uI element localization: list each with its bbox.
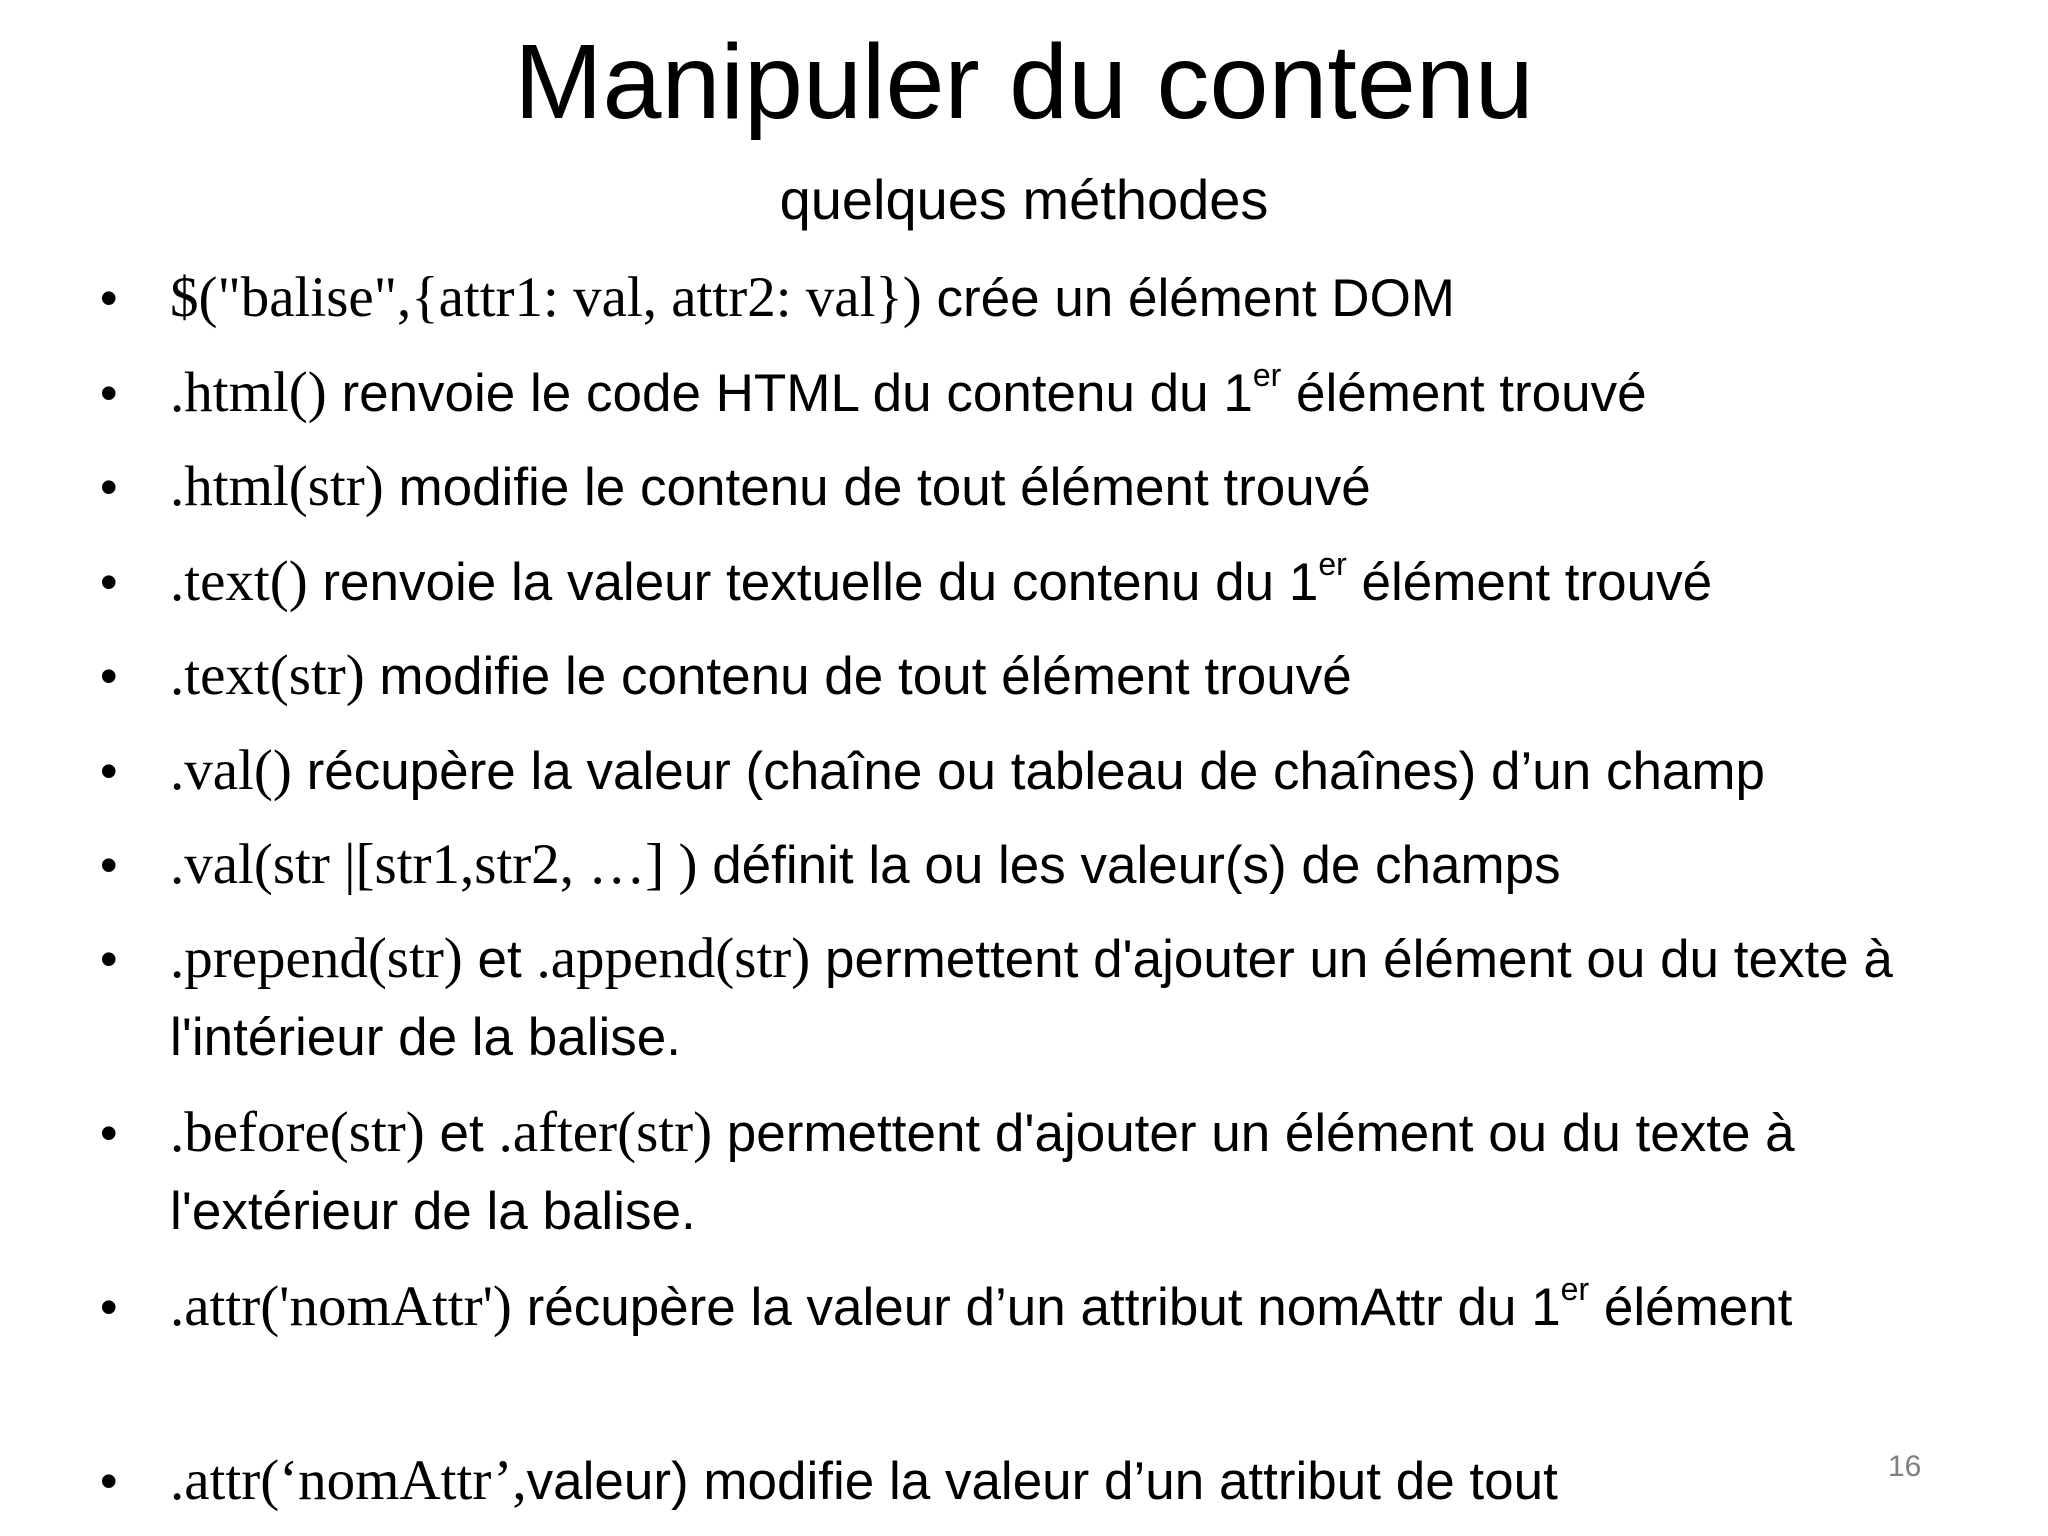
method-description: valeur) modifie la valeur d’un attribut de tout — [526, 1452, 1558, 1511]
superscript: er — [1252, 357, 1282, 394]
list-item — [100, 1094, 2000, 1251]
method-code-secondary: .append(str) — [536, 927, 811, 990]
list-item — [100, 543, 2000, 622]
list-item — [100, 259, 2000, 338]
method-code-secondary: .after(str) — [498, 1101, 713, 1164]
bullet-icon: • — [100, 459, 118, 515]
list-item — [100, 354, 2000, 433]
list-item — [100, 448, 2000, 527]
bullet-icon: • — [100, 1453, 118, 1509]
bullet-icon: • — [100, 554, 118, 610]
method-code: .before(str) — [170, 1101, 425, 1164]
method-description-end: élément trouvé — [1281, 364, 1647, 423]
superscript: er — [1560, 1271, 1590, 1308]
method-description: renvoie le code HTML du contenu du 1 — [326, 364, 1253, 423]
method-description-end: permettent d'ajouter un élément ou du texte à l'intérieur de la balise. — [170, 930, 1893, 1067]
method-description: crée un élément DOM — [921, 269, 1455, 328]
bullet-icon: • — [100, 1279, 118, 1335]
method-description: et — [424, 1104, 499, 1163]
method-description: et — [462, 930, 537, 989]
slide-subtitle: quelques méthodes — [779, 168, 1269, 231]
list-item — [100, 826, 2000, 905]
bullet-icon: • — [100, 743, 118, 799]
method-code: .attr(‘nomAttr’, — [170, 1449, 527, 1512]
bullet-icon: • — [100, 1105, 118, 1161]
method-description-end: élément trouvé — [1346, 553, 1713, 612]
method-description: renvoie la valeur textuelle du contenu du 1 — [307, 553, 1319, 612]
method-description: modifie le contenu de tout élément trouvé — [383, 458, 1371, 517]
list-item — [100, 920, 2000, 1077]
method-description: définit la ou les valeur(s) de champs — [697, 836, 1561, 895]
method-code: .val() — [170, 739, 292, 802]
method-code: .prepend(str) — [170, 927, 463, 990]
method-code: .attr('nomAttr') — [170, 1275, 512, 1338]
list-item — [100, 1268, 1930, 1347]
list-item — [100, 732, 2000, 811]
list-item — [100, 1442, 2000, 1521]
superscript: er — [1318, 546, 1347, 583]
slide-title: Manipuler du contenu — [514, 23, 1534, 141]
bullet-icon: • — [100, 837, 118, 893]
method-description-end: élément — [1589, 1278, 1793, 1337]
method-code: .html() — [170, 361, 327, 424]
page-number: 16 — [1888, 1450, 1922, 1483]
bullet-icon: • — [100, 931, 118, 987]
method-description: modifie le contenu de tout élément trouvé — [364, 647, 1352, 706]
method-description-end: permettent d'ajouter un élément ou du texte à l'extérieur de la balise. — [170, 1104, 1795, 1241]
bullet-icon: • — [100, 270, 118, 326]
bullet-icon: • — [100, 648, 118, 704]
bullet-icon: • — [100, 365, 118, 421]
method-code: .html(str) — [170, 455, 384, 518]
method-description: récupère la valeur (chaîne ou tableau de chaînes) d’un champ — [291, 742, 1766, 801]
list-item — [100, 637, 2000, 716]
method-description: récupère la valeur d’un attribut nomAttr du 1 — [511, 1278, 1561, 1337]
method-code: .text() — [170, 550, 308, 613]
method-code: .text(str) — [170, 644, 365, 707]
method-code: $("balise",{attr1: val, attr2: val}) — [170, 266, 922, 329]
method-code: .val(str |[str1,str2, …] ) — [170, 833, 698, 896]
